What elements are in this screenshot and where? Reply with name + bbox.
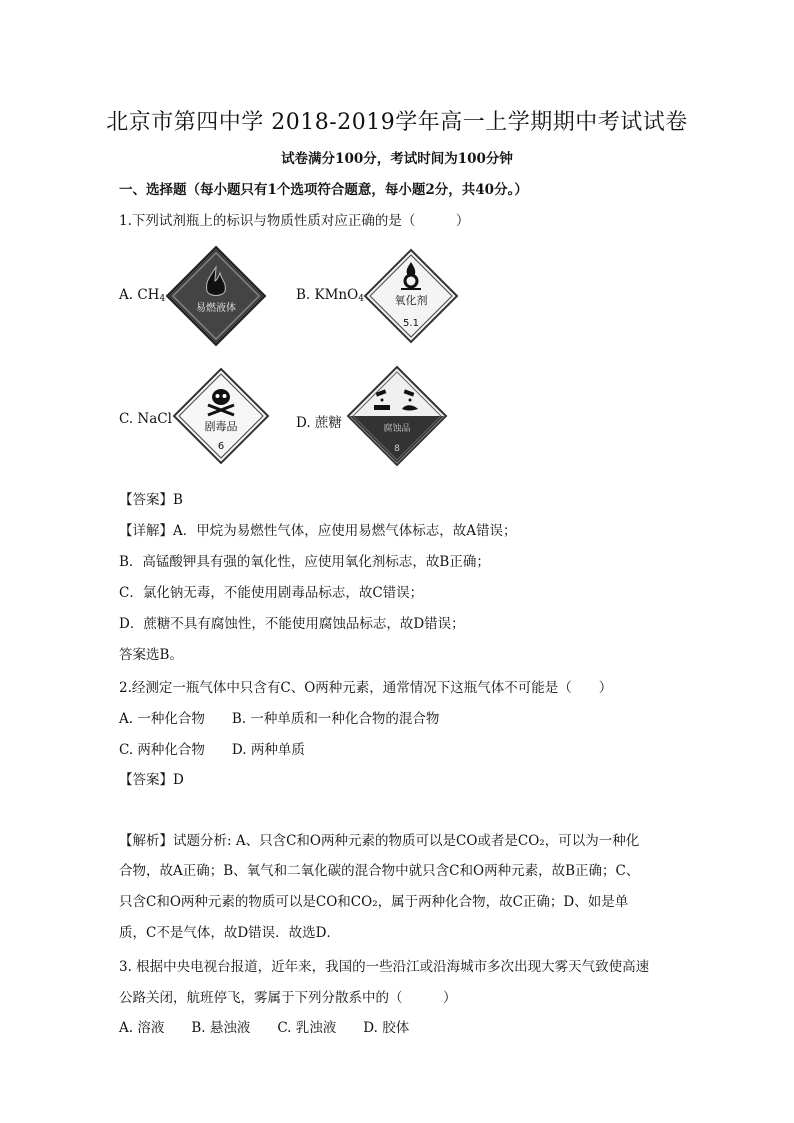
corrosive-symbol [346,365,448,467]
q2-explain-line: 【解析】试题分析: A、只含C和O两种元素的物质可以是CO或者是CO₂，可以为一种化 [119,833,640,849]
symbol-text-c: 剧毒品 [204,420,238,433]
symbol-num-b: 5.1 [403,318,419,329]
q2-explain-line: 质，C不是气体，故D错误．故选D． [119,925,340,941]
q1-option-a: A. $CH_4$ [119,287,166,304]
q3-stem: 3. 根据中央电视台报道，近年来，我国的一些沿江或沿海城市多次出现大雾天气致使高速 [119,959,650,975]
q1-explain-line: D．蔗糖不具有腐蚀性，不能使用腐蚀品标志，故D错误； [119,616,465,632]
q2-answer: 【答案】D [119,772,184,788]
q1-explain-line: 【详解】A．甲烷为易燃性气体，应使用易燃气体标志，故A错误； [119,523,517,539]
page-title: 北京市第四中学 2018-2019学年高一上学期期中考试试卷 [106,110,688,135]
q1-explain-line: B．高锰酸钾具有强的氧化性，应使用氧化剂标志，故B正确； [119,554,490,570]
q1-option-c: C. NaCl [119,411,172,427]
symbol-num-d: 8 [394,444,400,454]
q2-stem: 2.经测定一瓶气体中只含有C、O两种元素，通常情况下这瓶气体不可能是（ ） [119,680,613,696]
q2-explain-line: 合物，故A正确；B、氧气和二氧化碳的混合物中就只含C和O两种元素，故B正确；C、 [119,863,640,879]
symbol-text-d: 腐蚀品 [383,424,411,434]
q2-options-row: A. 一种化合物 B. 一种单质和一种化合物的混合物 [119,711,440,727]
page-subtitle: 试卷满分100分，考试时间为100分钟 [281,151,513,167]
q2-explain-line: 只含C和O两种元素的物质可以是CO和CO₂，属于两种化合物，故C正确；D、如是单 [119,894,629,910]
symbol-text-a: 易燃液体 [196,303,236,314]
q3-stem: 公路关闭，航班停飞，雾属于下列分散系中的（ ） [119,990,457,1006]
q1-explain-line: 答案选B。 [119,647,183,663]
q1-answer: 【答案】B [119,492,183,508]
q2-options-row: C. 两种化合物 D. 两种单质 [119,742,305,758]
q3-options-row: A. 溶液 B. 悬浊液 C. 乳浊液 D. 胶体 [119,1020,410,1036]
symbol-num-c: 6 [217,441,225,452]
q1-stem: 1.下列试剂瓶上的标识与物质性质对应正确的是（ ） [119,213,470,229]
q1-option-b: B. KMnO$_4$ [296,287,364,304]
toxic-symbol [172,367,270,465]
flammable-liquid-symbol [165,245,267,347]
oxidizer-symbol [363,248,459,344]
symbol-text-b: 氧化剂 [394,294,428,307]
q1-option-d: D. 蔗糖 [296,415,342,431]
section-heading: 一、选择题（每小题只有1个选项符合题意，每小题2分，共40分。） [119,182,528,198]
q1-explain-line: C．氯化钠无毒，不能使用剧毒品标志，故C错误； [119,585,424,601]
